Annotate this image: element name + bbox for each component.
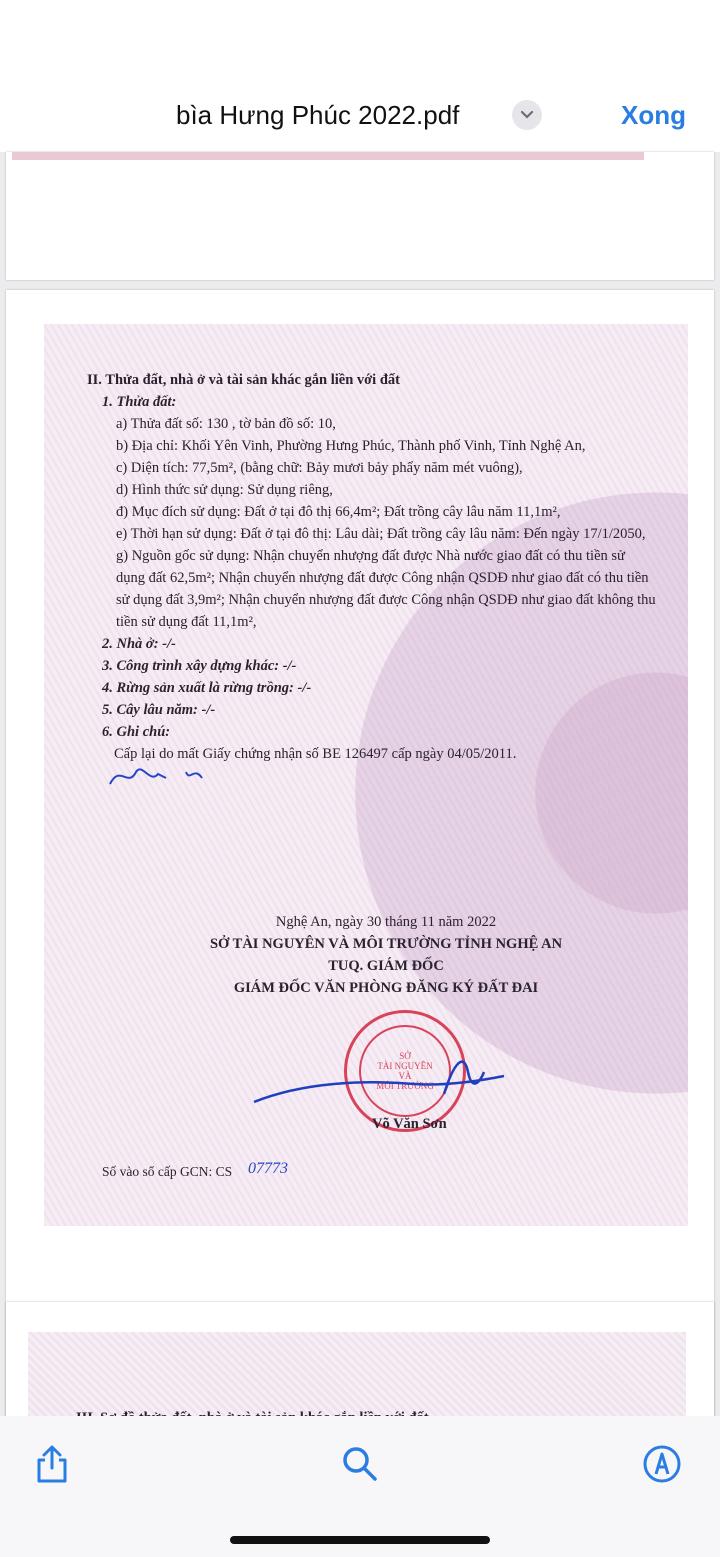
registration-number: 07773 (248, 1160, 288, 1177)
seal-text-mid1: TÀI NGUYÊN (377, 1061, 433, 1071)
bottom-toolbar (0, 1416, 720, 1557)
pdf-page-previous (6, 152, 714, 280)
registration-label: Số vào sổ cấp GCN: CS (102, 1164, 233, 1179)
line-b: b) Địa chỉ: Khối Yên Vinh, Phường Hưng Phúc, Thành phố Vinh, Tỉnh Nghệ An, (116, 438, 586, 454)
seal-text-top: SỞ (399, 1051, 411, 1061)
page-border-strip (12, 152, 644, 160)
org-line: SỞ TÀI NGUYÊN VÀ MÔI TRƯỜNG TỈNH NGHỆ AN (209, 936, 563, 952)
done-button[interactable]: Xong (621, 100, 686, 130)
item-1-title: 1. Thửa đất: (102, 394, 177, 410)
item-4: 4. Rừng sản xuất là rừng trồng: -/- (102, 680, 312, 696)
line-g1: g) Nguồn gốc sử dụng: Nhận chuyển nhượng đất được Nhà nước giao đất có thu tiền sử (116, 548, 625, 564)
markup-icon (642, 1444, 682, 1484)
initials-signature-icon (106, 754, 216, 794)
director-line: GIÁM ĐỐC VĂN PHÒNG ĐĂNG KÝ ĐẤT ĐAI (233, 980, 539, 996)
item-2: 2. Nhà ở: -/- (102, 636, 176, 652)
line-d: d) Hình thức sử dụng: Sử dụng riêng, (116, 482, 333, 498)
title-menu-button[interactable] (512, 100, 542, 130)
certificate-sheet (44, 324, 688, 1226)
seal-text-mid3: MÔI TRƯỜNG (376, 1081, 434, 1091)
tuq-line: TUQ. GIÁM ĐỐC (328, 958, 444, 974)
signer-name: Võ Văn Sơn (372, 1116, 447, 1132)
share-icon (34, 1444, 70, 1484)
markup-button[interactable] (640, 1442, 684, 1486)
nav-header (0, 0, 720, 152)
line-e: e) Thời hạn sử dụng: Đất ở tại đô thị: Lâu dài; Đất trồng cây lâu năm: Đến ngày 17/1/2050, (116, 526, 646, 542)
line-c: c) Diện tích: 77,5m², (bằng chữ: Bảy mươi bảy phẩy năm mét vuông), (116, 460, 523, 476)
note-line: Cấp lại do mất Giấy chứng nhận số BE 126497 cấp ngày 04/05/2011. (114, 746, 517, 762)
line-g2: dụng đất 62,5m²; Nhận chuyển nhượng đất được Công nhận QSDĐ như giao đất có thu tiền (116, 570, 649, 586)
title-bar (0, 96, 720, 140)
pdf-page-current (6, 290, 714, 1428)
line-a: a) Thửa đất số: 130 , tờ bản đồ số: 10, (116, 416, 336, 432)
item-6: 6. Ghi chú: (102, 724, 171, 740)
search-button[interactable] (338, 1442, 382, 1486)
date-line: Nghệ An, ngày 30 tháng 11 năm 2022 (275, 914, 497, 930)
share-button[interactable] (30, 1442, 74, 1486)
item-5: 5. Cây lâu năm: -/- (102, 702, 216, 718)
director-signature-icon (244, 1042, 574, 1112)
search-icon (340, 1444, 380, 1484)
section-title: II. Thửa đất, nhà ở và tài sản khác gắn liền với đất (87, 372, 400, 388)
chevron-down-icon (520, 110, 534, 120)
line-g3: sử dụng đất 3,9m²; Nhận chuyển nhượng đất được Công nhận QSDĐ như giao đất không thu (116, 592, 656, 608)
line-dd: đ) Mục đích sử dụng: Đất ở tại đô thị 66,4m²; Đất trồng cây lâu năm 11,1m², (116, 504, 561, 520)
home-indicator[interactable] (230, 1536, 490, 1544)
line-g4: tiền sử dụng đất 11,1m², (116, 614, 257, 630)
certificate-text (44, 324, 688, 1226)
document-title[interactable]: bìa Hưng Phúc 2022.pdf (176, 100, 460, 130)
pdf-viewer[interactable] (0, 152, 720, 1416)
seal-text-mid2: VÀ (398, 1071, 412, 1081)
item-3: 3. Công trình xây dựng khác: -/- (102, 658, 297, 674)
